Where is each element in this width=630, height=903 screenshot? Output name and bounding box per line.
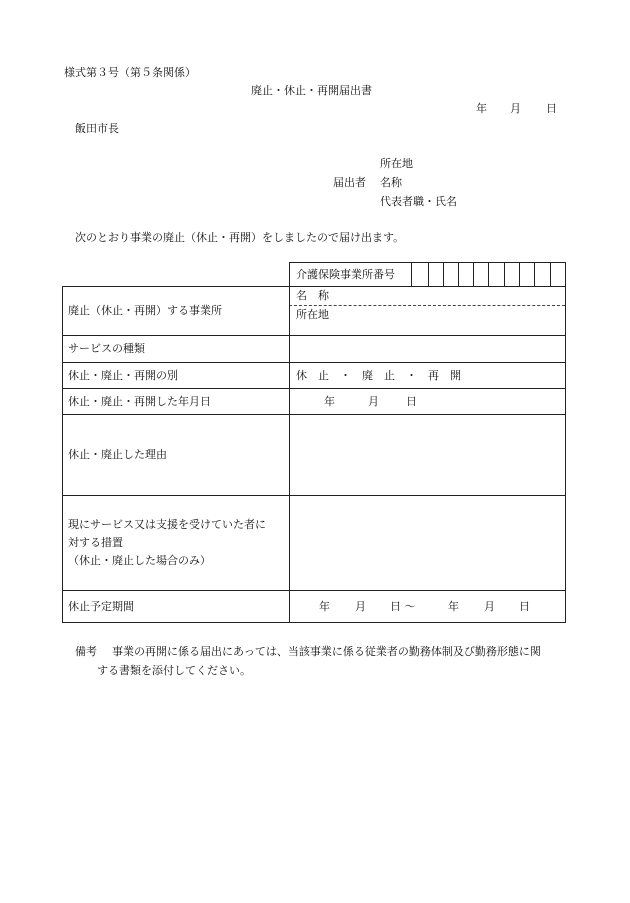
category-options[interactable]: 休 止 ・ 廃 止 ・ 再 開: [296, 369, 461, 382]
service-type-label: サービスの種類: [68, 342, 145, 355]
office-name-label: 名 称: [296, 289, 329, 302]
reason-field[interactable]: [290, 415, 564, 494]
period-field[interactable]: [290, 591, 564, 621]
provider-number-field[interactable]: [412, 263, 565, 286]
period-from-year: 年: [319, 600, 330, 613]
period-from-month: 月: [355, 600, 366, 613]
measures-label-line2: 対する措置: [68, 536, 123, 549]
addressee: 飯田市長: [75, 122, 119, 135]
reason-label: 休止・廃止した理由: [68, 448, 167, 461]
change-date-month: 月: [368, 395, 379, 408]
applicant-location-label: 所在地: [380, 157, 413, 170]
period-to-month: 月: [484, 600, 495, 613]
period-from-day: 日 〜: [390, 600, 416, 613]
date-month-label: 月: [510, 102, 521, 115]
note-label: 備考: [75, 645, 97, 658]
change-date-field[interactable]: [290, 389, 564, 413]
office-name-field[interactable]: [340, 287, 564, 304]
applicant-role-label: 届出者: [333, 176, 366, 189]
office-location-label: 所在地: [296, 308, 329, 321]
measures-label-line3: （休止・廃止した場合のみ）: [68, 554, 211, 567]
applicant-name-label: 名称: [380, 176, 402, 189]
period-label: 休止予定期間: [68, 600, 134, 613]
change-date-day: 日: [406, 395, 417, 408]
service-type-field[interactable]: [290, 336, 564, 361]
date-day-label: 日: [546, 102, 557, 115]
applicant-representative-label: 代表者職・氏名: [380, 195, 457, 208]
date-year-label: 年: [476, 102, 487, 115]
period-to-day: 日: [519, 600, 530, 613]
office-location-field[interactable]: [340, 307, 564, 334]
form-number: 様式第３号（第５条関係）: [64, 66, 196, 79]
office-label: 廃止（休止・再開）する事業所: [68, 304, 222, 317]
measures-label-line1: 現にサービス又は支援を受けていた者に: [68, 518, 266, 531]
measures-field[interactable]: [290, 496, 564, 589]
provider-number-label: 介護保険事業所番号: [296, 268, 395, 281]
period-to-year: 年: [448, 600, 459, 613]
note-text-line1: 事業の再開に係る届出にあっては、当該事業に係る従業者の勤務体制及び勤務形態に関: [112, 645, 541, 658]
change-date-label: 休止・廃止・再開した年月日: [68, 395, 211, 408]
change-date-year: 年: [324, 395, 335, 408]
category-label: 休止・廃止・再開の別: [68, 369, 178, 382]
intro-text: 次のとおり事業の廃止（休止・再開）をしましたので届け出ます。: [75, 231, 405, 244]
note-text-line2: する書類を添付してください。: [97, 664, 251, 677]
document-title: 廃止・休止・再開届出書: [251, 84, 372, 97]
